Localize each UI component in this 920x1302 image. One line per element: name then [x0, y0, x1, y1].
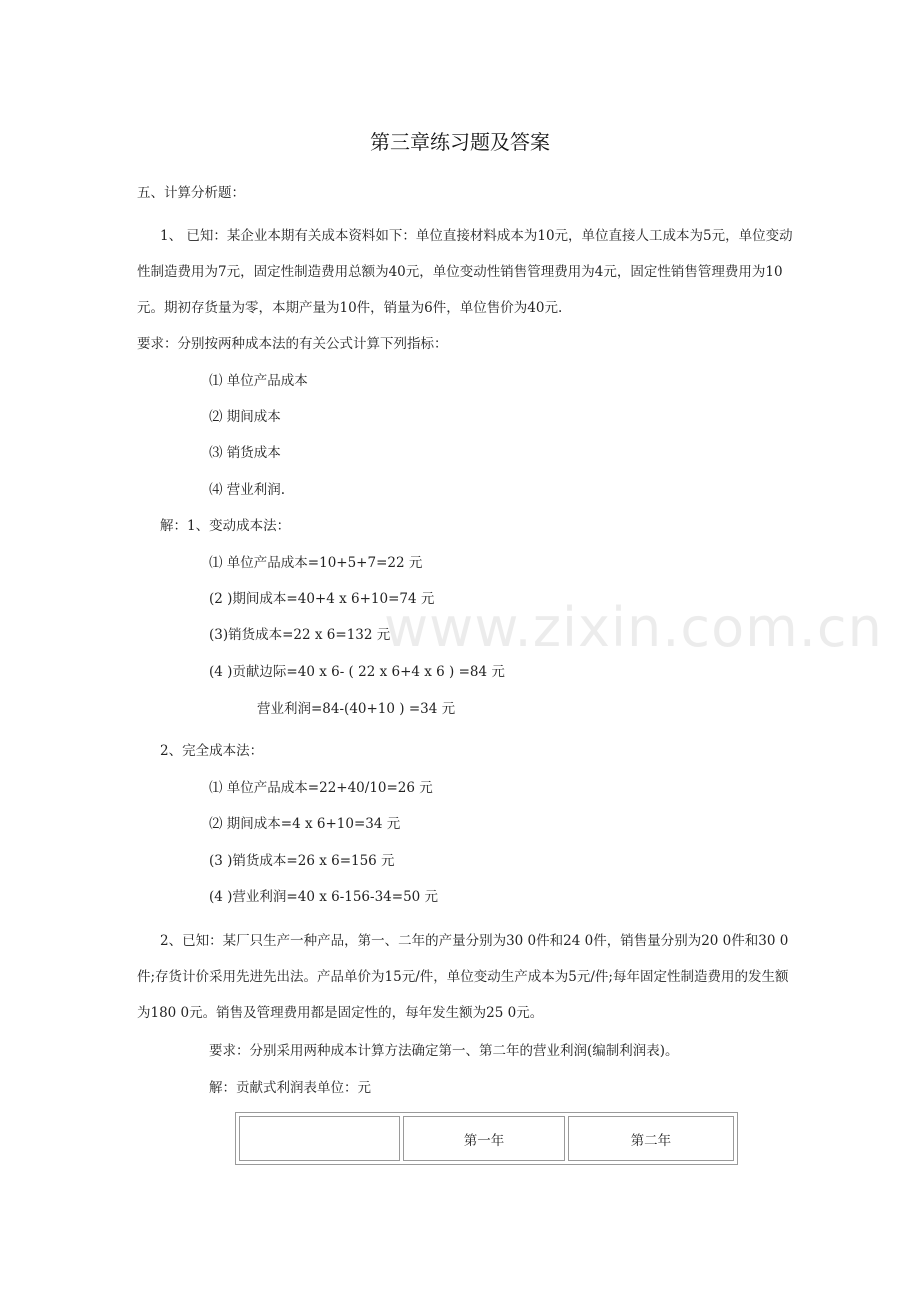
table-header-cell-blank — [239, 1116, 400, 1161]
q2-requirement: 要求：分别采用两种成本计算方法确定第一、第二年的营业利润(编制利润表)。 — [209, 1043, 679, 1059]
q1-line-3: 元。期初存货量为零，本期产量为10件，销量为6件，单位售价为40元. — [137, 300, 563, 316]
sol1-line-3: (3)销货成本=22 x 6=132 元 — [209, 627, 391, 643]
q2-line-2: 件;存货计价采用先进先出法。产品单价为15元/件，单位变动生产成本为5元/件;每年固定性制造费用的发生额 — [137, 969, 789, 985]
sol1-line-2: (2 )期间成本=40+4 x 6+10=74 元 — [209, 591, 435, 607]
q1-item-1: ⑴ 单位产品成本 — [209, 373, 308, 389]
sol1-profit: 营业利润=84-(40+10 ) =34 元 — [257, 701, 456, 717]
sol1-line-4: (4 )贡献边际=40 x 6- ( 22 x 6+4 x 6 ) =84 元 — [209, 664, 505, 680]
table-header-cell-year1: 第一年 — [403, 1116, 564, 1161]
sol1-line2-1: ⑴ 单位产品成本=22+40/10=26 元 — [209, 780, 433, 796]
section-heading: 五、计算分析题： — [137, 185, 245, 201]
sol1-line2-3: (3 )销货成本=26 x 6=156 元 — [209, 853, 395, 869]
page-title: 第三章练习题及答案 — [370, 130, 550, 154]
sol1-heading-2: 2、完全成本法： — [160, 743, 264, 759]
q1-line-2: 性制造费用为7元，固定性制造费用总额为40元，单位变动性销售管理费用为4元，固定性销售管理费用为10 — [137, 264, 783, 280]
q2-line-3: 为180 0元。销售及管理费用都是固定性的，每年发生额为25 0元。 — [137, 1005, 544, 1021]
sol1-line2-2: ⑵ 期间成本=4 x 6+10=34 元 — [209, 816, 401, 832]
q2-solution: 解：贡献式利润表单位：元 — [209, 1080, 371, 1096]
q1-item-3: ⑶ 销货成本 — [209, 445, 281, 461]
q2-line-1: 2、已知：某厂只生产一种产品，第一、二年的产量分别为30 0件和24 0件，销售量分别为20 0件和30 0 — [160, 933, 789, 949]
sol1-line-1: ⑴ 单位产品成本=10+5+7=22 元 — [209, 555, 423, 571]
q1-item-2: ⑵ 期间成本 — [209, 409, 281, 425]
watermark: www.zixin.com.cn — [384, 596, 883, 659]
profit-table — [235, 1112, 738, 1165]
sol1-heading: 解：1、变动成本法： — [160, 518, 291, 534]
table-header-row — [239, 1116, 734, 1161]
q1-line-1: 1、 已知：某企业本期有关成本资料如下：单位直接材料成本为10元，单位直接人工成本为5元，单位变动 — [160, 228, 793, 244]
sol1-line2-4: (4 )营业利润=40 x 6-156-34=50 元 — [209, 889, 439, 905]
q1-requirement: 要求：分别按两种成本法的有关公式计算下列指标： — [137, 336, 448, 352]
table-header-cell-year2: 第二年 — [568, 1116, 734, 1161]
q1-item-4: ⑷ 营业利润. — [209, 482, 286, 498]
